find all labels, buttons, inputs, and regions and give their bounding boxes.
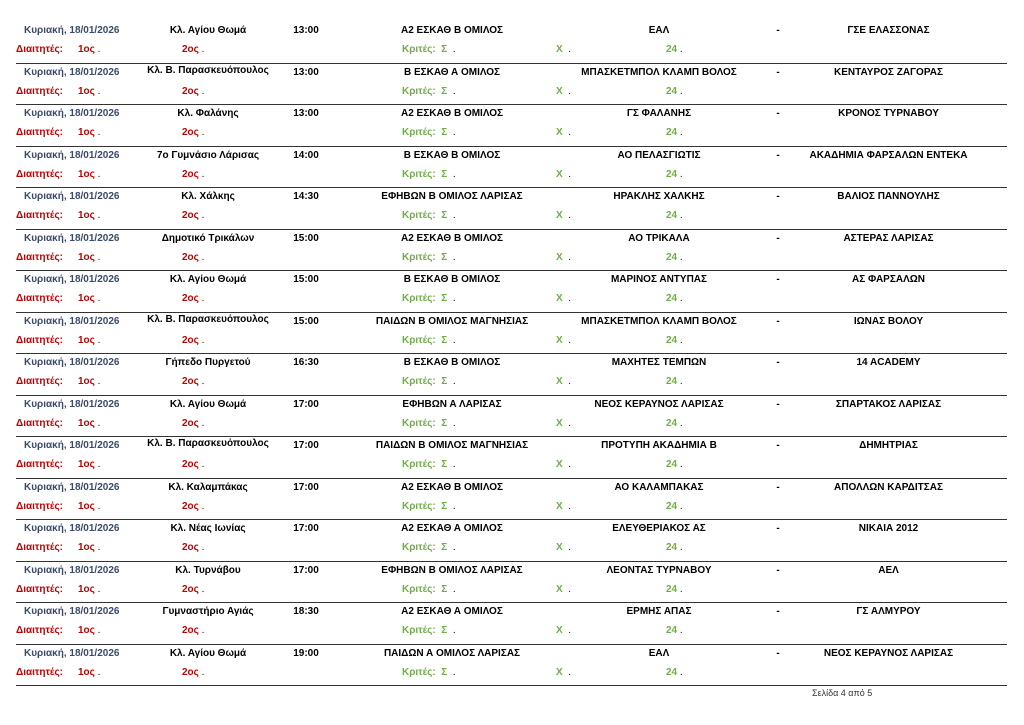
match-time: 17:00	[293, 481, 319, 493]
shot-clock-24: 24 .	[666, 666, 683, 678]
referees-label: Διαιτητές:	[16, 417, 63, 429]
match-time: 15:00	[293, 315, 319, 327]
match-time: 17:00	[293, 523, 319, 534]
match-row	[16, 22, 1007, 64]
versus-dash: -	[776, 25, 780, 36]
match-category: Β ΕΣΚΑΘ Β ΟΜΙΛΟΣ	[403, 149, 501, 161]
home-team: ΑΟ ΠΕΛΑΣΓΙΩΤΙΣ	[617, 149, 701, 161]
first-referee: 1ος .	[78, 583, 101, 595]
match-row	[16, 230, 1007, 272]
match-venue: Κλ. Τυρνάβου	[175, 564, 241, 576]
match-time: 14:30	[293, 191, 319, 202]
versus-dash: -	[776, 232, 780, 244]
versus-dash: -	[776, 149, 780, 161]
first-referee: 1ος .	[78, 44, 101, 55]
versus-dash: -	[776, 108, 780, 119]
referees-label: Διαιτητές:	[16, 210, 63, 221]
chi-marker: Χ .	[556, 542, 572, 553]
officials-line	[16, 501, 1007, 517]
match-category: Β ΕΣΚΑΘ Β ΟΜΙΛΟΣ	[403, 357, 501, 368]
second-referee: 2ος .	[182, 334, 205, 346]
chi-marker: Χ .	[556, 334, 572, 346]
shot-clock-24: 24 .	[666, 85, 683, 97]
referees-label: Διαιτητές:	[16, 44, 63, 55]
first-referee: 1ος .	[78, 376, 101, 387]
match-venue: Κλ. Νέας Ιωνίας	[170, 523, 246, 534]
shot-clock-24: 24 .	[666, 459, 683, 470]
versus-dash: -	[776, 66, 780, 78]
away-team: ΣΠΑΡΤΑΚΟΣ ΛΑΡΙΣΑΣ	[835, 398, 942, 410]
away-team: ΚΕΝΤΑΥΡΟΣ ΖΑΓΟΡΑΣ	[834, 66, 943, 78]
match-time: 13:00	[293, 66, 319, 78]
match-info-line	[16, 482, 1007, 498]
match-venue: Κλ. Αγίου Θωμά	[169, 25, 247, 36]
officials-line	[16, 210, 1007, 226]
match-row	[16, 437, 1007, 479]
match-row	[16, 396, 1007, 438]
match-row	[16, 354, 1007, 396]
judges: Κριτές: Σ .	[402, 417, 456, 429]
judges: Κριτές: Σ .	[402, 334, 456, 346]
match-category: ΠΑΙΔΩΝ Β ΟΜΙΛΟΣ ΜΑΓΝΗΣΙΑΣ	[375, 440, 529, 451]
referees-label: Διαιτητές:	[16, 251, 63, 263]
match-category: ΕΦΗΒΩΝ Β ΟΜΙΛΟΣ ΛΑΡΙΣΑΣ	[381, 564, 523, 576]
match-date: Κυριακή, 18/01/2026	[24, 481, 120, 493]
match-date: Κυριακή, 18/01/2026	[24, 647, 120, 659]
officials-line	[16, 625, 1007, 641]
versus-dash: -	[776, 523, 780, 534]
second-referee: 2ος .	[182, 85, 205, 97]
match-venue: Κλ. Β. Παρασκευόπουλος	[147, 64, 269, 76]
home-team: ΕΑΛ	[648, 25, 670, 36]
referees-label: Διαιτητές:	[16, 376, 63, 387]
match-row	[16, 562, 1007, 604]
first-referee: 1ος .	[78, 127, 101, 138]
away-team: ΑΣΤΕΡΑΣ ΛΑΡΙΣΑΣ	[843, 232, 934, 244]
officials-line	[16, 293, 1007, 309]
match-date: Κυριακή, 18/01/2026	[24, 191, 120, 202]
judges: Κριτές: Σ .	[402, 85, 456, 97]
match-venue: Κλ. Β. Παρασκευόπουλος	[147, 438, 269, 449]
match-info-line	[16, 64, 1007, 83]
match-info-line	[16, 523, 1007, 539]
away-team: ΑΣ ΦΑΡΣΑΛΩΝ	[852, 274, 925, 285]
first-referee: 1ος .	[78, 417, 101, 429]
officials-line	[16, 44, 1007, 60]
officials-line	[16, 86, 1007, 102]
chi-marker: Χ .	[556, 583, 572, 595]
match-row	[16, 479, 1007, 521]
officials-line	[16, 459, 1007, 475]
match-time: 16:30	[293, 357, 319, 368]
referees-label: Διαιτητές:	[16, 625, 63, 636]
match-info-line	[16, 313, 1007, 332]
judges: Κριτές: Σ .	[402, 583, 456, 595]
referees-label: Διαιτητές:	[16, 334, 63, 346]
judges: Κριτές: Σ .	[402, 251, 456, 263]
judges: Κριτές: Σ .	[402, 168, 456, 180]
second-referee: 2ος .	[182, 417, 205, 429]
second-referee: 2ος .	[182, 376, 205, 387]
home-team: ΓΣ ΦΑΛΑΝΗΣ	[626, 108, 692, 119]
versus-dash: -	[776, 398, 780, 410]
officials-line	[16, 418, 1007, 434]
second-referee: 2ος .	[182, 583, 205, 595]
match-date: Κυριακή, 18/01/2026	[24, 564, 120, 576]
match-time: 17:00	[293, 398, 319, 410]
officials-line	[16, 667, 1007, 683]
match-row	[16, 603, 1007, 645]
match-venue: Κλ. Β. Παρασκευόπουλος	[147, 313, 269, 325]
match-info-line	[16, 440, 1007, 456]
match-date: Κυριακή, 18/01/2026	[24, 315, 120, 327]
page-number: Σελίδα 4 από 5	[812, 688, 873, 698]
match-date: Κυριακή, 18/01/2026	[24, 398, 120, 410]
chi-marker: Χ .	[556, 666, 572, 678]
officials-line	[16, 584, 1007, 600]
match-row	[16, 188, 1007, 230]
first-referee: 1ος .	[78, 625, 101, 636]
match-info-line	[16, 648, 1007, 664]
match-venue: Κλ. Αγίου Θωμά	[169, 398, 247, 410]
judges: Κριτές: Σ .	[402, 625, 456, 636]
officials-line	[16, 169, 1007, 185]
match-row	[16, 645, 1007, 687]
first-referee: 1ος .	[78, 334, 101, 346]
match-info-line	[16, 399, 1007, 415]
match-date: Κυριακή, 18/01/2026	[24, 66, 120, 78]
judges: Κριτές: Σ .	[402, 666, 456, 678]
versus-dash: -	[776, 440, 780, 451]
referees-label: Διαιτητές:	[16, 583, 63, 595]
second-referee: 2ος .	[182, 459, 205, 470]
match-date: Κυριακή, 18/01/2026	[24, 149, 120, 161]
first-referee: 1ος .	[78, 542, 101, 553]
shot-clock-24: 24 .	[666, 417, 683, 429]
home-team: ΜΑΡΙΝΟΣ ΑΝΤΥΠΑΣ	[610, 274, 708, 285]
match-category: Β ΕΣΚΑΘ Β ΟΜΙΛΟΣ	[403, 274, 501, 285]
second-referee: 2ος .	[182, 168, 205, 180]
away-team: ΝΙΚΑΙΑ 2012	[858, 523, 919, 534]
second-referee: 2ος .	[182, 500, 205, 512]
judges: Κριτές: Σ .	[402, 459, 456, 470]
match-info-line	[16, 233, 1007, 249]
second-referee: 2ος .	[182, 210, 205, 221]
judges: Κριτές: Σ .	[402, 293, 456, 304]
officials-line	[16, 127, 1007, 143]
chi-marker: Χ .	[556, 459, 572, 470]
match-time: 13:00	[293, 108, 319, 119]
home-team: ΑΟ ΚΑΛΑΜΠΑΚΑΣ	[614, 481, 704, 493]
chi-marker: Χ .	[556, 500, 572, 512]
shot-clock-24: 24 .	[666, 44, 683, 55]
match-category: ΕΦΗΒΩΝ Β ΟΜΙΛΟΣ ΛΑΡΙΣΑΣ	[381, 191, 523, 202]
chi-marker: Χ .	[556, 127, 572, 138]
match-category: ΠΑΙΔΩΝ Α ΟΜΙΛΟΣ ΛΑΡΙΣΑΣ	[383, 647, 521, 659]
referees-label: Διαιτητές:	[16, 85, 63, 97]
second-referee: 2ος .	[182, 625, 205, 636]
match-category: Α2 ΕΣΚΑΘ Β ΟΜΙΛΟΣ	[400, 108, 504, 119]
match-time: 18:30	[293, 606, 319, 617]
referees-label: Διαιτητές:	[16, 168, 63, 180]
home-team: ΜΠΑΣΚΕΤΜΠΟΛ ΚΛΑΜΠ ΒΟΛΟΣ	[581, 66, 737, 78]
home-team: ΜΑΧΗΤΕΣ ΤΕΜΠΩΝ	[611, 357, 707, 368]
match-venue: Κλ. Αγίου Θωμά	[169, 647, 247, 659]
away-team: ΝΕΟΣ ΚΕΡΑΥΝΟΣ ΛΑΡΙΣΑΣ	[823, 647, 954, 659]
second-referee: 2ος .	[182, 251, 205, 263]
match-time: 15:00	[293, 274, 319, 285]
match-venue: Κλ. Χάλκης	[181, 191, 235, 202]
first-referee: 1ος .	[78, 210, 101, 221]
first-referee: 1ος .	[78, 85, 101, 97]
chi-marker: Χ .	[556, 417, 572, 429]
referees-label: Διαιτητές:	[16, 500, 63, 512]
versus-dash: -	[776, 564, 780, 576]
referees-label: Διαιτητές:	[16, 293, 63, 304]
away-team: ΑΚΑΔΗΜΙΑ ΦΑΡΣΑΛΩΝ ΕΝΤΕΚΑ	[809, 149, 968, 161]
match-time: 14:00	[293, 149, 319, 161]
away-team: ΚΡΟΝΟΣ ΤΥΡΝΑΒΟΥ	[838, 108, 939, 119]
match-info-line	[16, 191, 1007, 207]
match-row	[16, 64, 1007, 106]
chi-marker: Χ .	[556, 251, 572, 263]
judges: Κριτές: Σ .	[402, 542, 456, 553]
shot-clock-24: 24 .	[666, 251, 683, 263]
first-referee: 1ος .	[78, 168, 101, 180]
match-info-line	[16, 25, 1007, 41]
match-venue: Δημοτικό Τρικάλων	[161, 232, 255, 244]
versus-dash: -	[776, 191, 780, 202]
match-info-line	[16, 357, 1007, 373]
first-referee: 1ος .	[78, 459, 101, 470]
away-team: ΑΠΟΛΛΩΝ ΚΑΡΔΙΤΣΑΣ	[834, 481, 943, 493]
match-category: ΕΦΗΒΩΝ Α ΛΑΡΙΣΑΣ	[402, 398, 502, 410]
away-team: 14 ACADEMY	[856, 357, 921, 368]
versus-dash: -	[776, 274, 780, 285]
referees-label: Διαιτητές:	[16, 127, 63, 138]
away-team: ΒΑΛΙΟΣ ΠΑΝΝΟΥΛΗΣ	[837, 191, 940, 202]
second-referee: 2ος .	[182, 542, 205, 553]
shot-clock-24: 24 .	[666, 376, 683, 387]
second-referee: 2ος .	[182, 666, 205, 678]
shot-clock-24: 24 .	[666, 127, 683, 138]
referees-label: Διαιτητές:	[16, 666, 63, 678]
match-date: Κυριακή, 18/01/2026	[24, 274, 120, 285]
chi-marker: Χ .	[556, 376, 572, 387]
home-team: ΜΠΑΣΚΕΤΜΠΟΛ ΚΛΑΜΠ ΒΟΛΟΣ	[581, 315, 737, 327]
home-team: ΛΕΟΝΤΑΣ ΤΥΡΝΑΒΟΥ	[606, 564, 712, 576]
home-team: ΑΟ ΤΡΙΚΑΛΑ	[628, 232, 690, 244]
chi-marker: Χ .	[556, 293, 572, 304]
away-team: ΓΣ ΑΛΜΥΡΟΥ	[856, 606, 921, 617]
home-team: ΕΑΛ	[648, 647, 670, 659]
first-referee: 1ος .	[78, 500, 101, 512]
home-team: ΕΡΜΗΣ ΑΠΑΣ	[626, 606, 692, 617]
match-date: Κυριακή, 18/01/2026	[24, 357, 120, 368]
versus-dash: -	[776, 606, 780, 617]
chi-marker: Χ .	[556, 168, 572, 180]
match-category: Β ΕΣΚΑΘ Α ΟΜΙΛΟΣ	[403, 66, 501, 78]
match-date: Κυριακή, 18/01/2026	[24, 606, 120, 617]
versus-dash: -	[776, 481, 780, 493]
match-date: Κυριακή, 18/01/2026	[24, 108, 120, 119]
schedule-sheet	[16, 22, 1007, 686]
match-category: Α2 ΕΣΚΑΘ Α ΟΜΙΛΟΣ	[401, 523, 503, 534]
first-referee: 1ος .	[78, 666, 101, 678]
match-category: ΠΑΙΔΩΝ Β ΟΜΙΛΟΣ ΜΑΓΝΗΣΙΑΣ	[375, 315, 529, 327]
versus-dash: -	[776, 315, 780, 327]
second-referee: 2ος .	[182, 127, 205, 138]
chi-marker: Χ .	[556, 625, 572, 636]
shot-clock-24: 24 .	[666, 542, 683, 553]
match-info-line	[16, 150, 1007, 166]
match-row	[16, 271, 1007, 313]
match-date: Κυριακή, 18/01/2026	[24, 523, 120, 534]
match-row	[16, 313, 1007, 355]
chi-marker: Χ .	[556, 85, 572, 97]
officials-line	[16, 252, 1007, 268]
match-venue: 7ο Γυμνάσιο Λάρισας	[156, 149, 260, 161]
match-info-line	[16, 565, 1007, 581]
referees-label: Διαιτητές:	[16, 542, 63, 553]
judges: Κριτές: Σ .	[402, 376, 456, 387]
home-team: ΝΕΟΣ ΚΕΡΑΥΝΟΣ ΛΑΡΙΣΑΣ	[594, 398, 724, 410]
judges: Κριτές: Σ .	[402, 127, 456, 138]
match-time: 13:00	[293, 25, 319, 36]
officials-line	[16, 376, 1007, 392]
chi-marker: Χ .	[556, 44, 572, 55]
versus-dash: -	[776, 357, 780, 368]
match-venue: Γήπεδο Πυργετού	[165, 357, 251, 368]
judges: Κριτές: Σ .	[402, 44, 456, 55]
match-info-line	[16, 108, 1007, 124]
match-venue: Κλ. Φαλάνης	[177, 108, 239, 119]
match-info-line	[16, 606, 1007, 622]
match-category: Α2 ΕΣΚΑΘ Β ΟΜΙΛΟΣ	[400, 232, 504, 244]
referees-label: Διαιτητές:	[16, 459, 63, 470]
shot-clock-24: 24 .	[666, 334, 683, 346]
match-time: 15:00	[293, 232, 319, 244]
match-venue: Κλ. Καλαμπάκας	[168, 481, 248, 493]
away-team: ΑΕΛ	[878, 564, 899, 576]
home-team: ΠΡΟΤΥΠΗ ΑΚΑΔΗΜΙΑ Β	[601, 440, 717, 451]
match-row	[16, 105, 1007, 147]
shot-clock-24: 24 .	[666, 500, 683, 512]
second-referee: 2ος .	[182, 44, 205, 55]
judges: Κριτές: Σ .	[402, 500, 456, 512]
home-team: ΗΡΑΚΛΗΣ ΧΑΛΚΗΣ	[613, 191, 705, 202]
shot-clock-24: 24 .	[666, 168, 683, 180]
shot-clock-24: 24 .	[666, 625, 683, 636]
shot-clock-24: 24 .	[666, 293, 683, 304]
officials-line	[16, 335, 1007, 351]
match-category: Α2 ΕΣΚΑΘ Β ΟΜΙΛΟΣ	[400, 25, 504, 36]
match-row	[16, 520, 1007, 562]
officials-line	[16, 542, 1007, 558]
second-referee: 2ος .	[182, 293, 205, 304]
match-date: Κυριακή, 18/01/2026	[24, 25, 120, 36]
match-info-line	[16, 274, 1007, 290]
home-team: ΕΛΕΥΘΕΡΙΑΚΟΣ ΑΣ	[612, 523, 706, 534]
shot-clock-24: 24 .	[666, 210, 683, 221]
chi-marker: Χ .	[556, 210, 572, 221]
first-referee: 1ος .	[78, 293, 101, 304]
shot-clock-24: 24 .	[666, 583, 683, 595]
versus-dash: -	[776, 647, 780, 659]
away-team: ΔΗΜΗΤΡΙΑΣ	[859, 440, 918, 451]
match-time: 17:00	[293, 440, 319, 451]
match-venue: Κλ. Αγίου Θωμά	[169, 274, 247, 285]
match-venue: Γυμναστήριο Αγιάς	[162, 606, 254, 617]
match-time: 19:00	[293, 647, 319, 659]
match-category: Α2 ΕΣΚΑΘ Β ΟΜΙΛΟΣ	[400, 481, 504, 493]
match-date: Κυριακή, 18/01/2026	[24, 440, 120, 451]
match-time: 17:00	[293, 564, 319, 576]
match-row	[16, 147, 1007, 189]
judges: Κριτές: Σ .	[402, 210, 456, 221]
away-team: ΓΣΕ ΕΛΑΣΣΟΝΑΣ	[847, 25, 930, 36]
match-date: Κυριακή, 18/01/2026	[24, 232, 120, 244]
away-team: ΙΩΝΑΣ ΒΟΛΟΥ	[853, 315, 924, 327]
match-category: Α2 ΕΣΚΑΘ Α ΟΜΙΛΟΣ	[401, 606, 503, 617]
first-referee: 1ος .	[78, 251, 101, 263]
